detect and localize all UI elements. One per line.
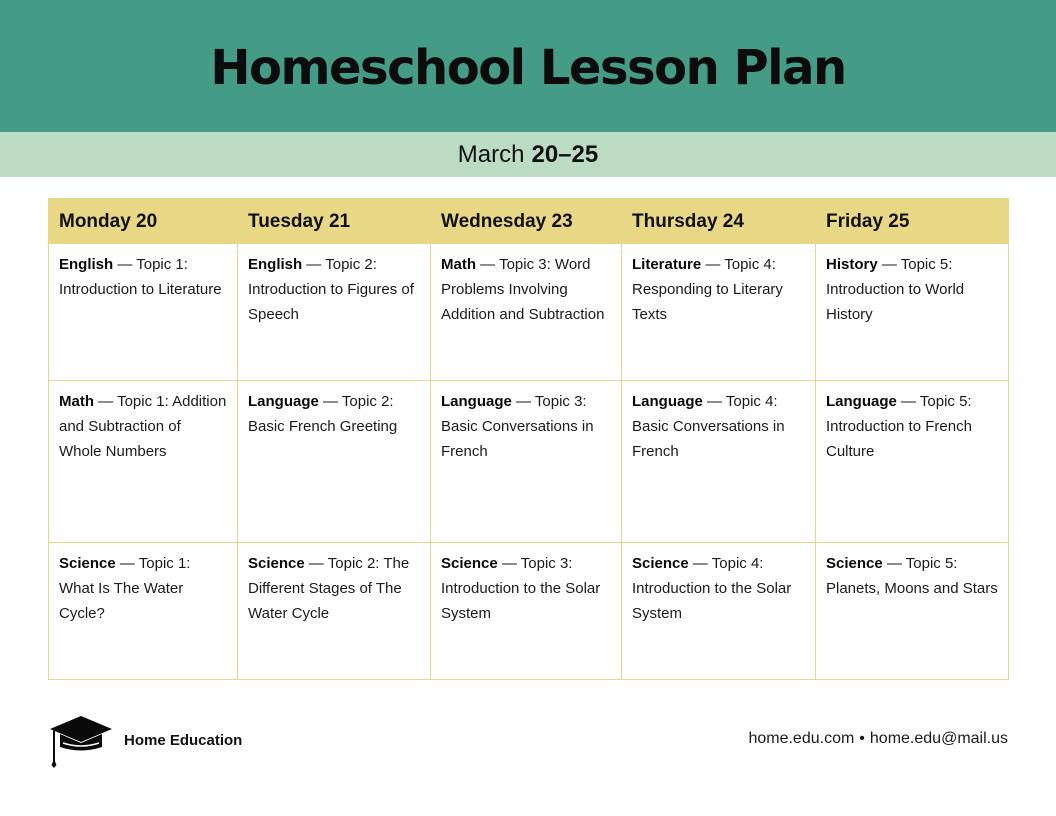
lesson-topic: — Topic 5: Introduction to French Culture bbox=[826, 393, 972, 460]
lesson-plan-table bbox=[48, 198, 1009, 680]
lesson-cell bbox=[49, 543, 238, 680]
lesson-subject: Science bbox=[441, 555, 498, 572]
lesson-subject: English bbox=[59, 256, 114, 273]
lesson-row bbox=[49, 244, 1008, 381]
lesson-topic: — Topic 1: Introduction to Literature bbox=[59, 256, 222, 298]
lesson-subject: Science bbox=[59, 555, 116, 572]
page-title: Homeschool Lesson Plan bbox=[210, 40, 846, 96]
lesson-cell bbox=[431, 543, 622, 680]
lesson-subject: Math bbox=[59, 393, 94, 410]
lesson-subject: Language bbox=[441, 393, 512, 410]
lesson-topic: — Topic 1: What Is The Water Cycle? bbox=[59, 555, 191, 622]
lesson-subject: Science bbox=[632, 555, 689, 572]
lesson-row bbox=[49, 543, 1008, 680]
lesson-topic: — Topic 2: The Different Stages of The Water Cycle bbox=[248, 555, 410, 622]
contact-separator: • bbox=[859, 730, 865, 747]
day-header-row bbox=[49, 199, 1008, 244]
lesson-cell bbox=[816, 381, 1008, 542]
lesson-subject: English bbox=[248, 256, 303, 273]
lesson-topic: — Topic 2: Basic French Greeting bbox=[248, 393, 398, 435]
day-header-friday: Friday 25 bbox=[826, 210, 910, 232]
lesson-cell bbox=[816, 244, 1008, 380]
lesson-cell bbox=[238, 244, 431, 380]
lesson-row bbox=[49, 381, 1008, 543]
lesson-cell bbox=[238, 543, 431, 680]
lesson-topic: — Topic 4: Basic Conversations in French bbox=[632, 393, 785, 460]
lesson-cell bbox=[431, 381, 622, 542]
lesson-subject: Science bbox=[248, 555, 305, 572]
lesson-cell bbox=[431, 244, 622, 380]
lesson-cell bbox=[49, 244, 238, 380]
day-header-thursday: Thursday 24 bbox=[632, 210, 744, 232]
date-range-bar bbox=[0, 132, 1056, 177]
day-header-monday: Monday 20 bbox=[59, 210, 158, 232]
lesson-topic: — Topic 4: Responding to Literary Texts bbox=[632, 256, 783, 323]
day-header-tuesday: Tuesday 21 bbox=[248, 210, 351, 232]
lesson-cell bbox=[622, 381, 816, 542]
footer-contact bbox=[748, 730, 1008, 748]
lesson-topic: — Topic 3: Introduction to the Solar System bbox=[441, 555, 601, 622]
lesson-subject: Language bbox=[632, 393, 703, 410]
lesson-topic: — Topic 5: Planets, Moons and Stars bbox=[826, 555, 998, 597]
lesson-topic: — Topic 2: Introduction to Figures of Speech bbox=[248, 256, 414, 323]
lesson-subject: Math bbox=[441, 256, 476, 273]
lesson-cell bbox=[816, 543, 1008, 680]
lesson-subject: Language bbox=[248, 393, 319, 410]
website-link[interactable]: home.edu.com bbox=[748, 730, 855, 747]
lesson-topic: — Topic 3: Basic Conversations in French bbox=[441, 393, 594, 460]
lesson-topic: — Topic 5: Introduction to World History bbox=[826, 256, 965, 323]
footer-brand bbox=[48, 714, 242, 770]
day-header-wednesday: Wednesday 23 bbox=[441, 210, 573, 232]
lesson-topic: — Topic 3: Word Problems Involving Addition and Subtraction bbox=[441, 256, 605, 323]
lesson-subject: Language bbox=[826, 393, 897, 410]
lesson-subject: Literature bbox=[632, 256, 702, 273]
lesson-topic: — Topic 1: Addition and Subtraction of Whole Numbers bbox=[59, 393, 227, 460]
graduation-cap-icon bbox=[48, 714, 114, 770]
lesson-subject: History bbox=[826, 256, 878, 273]
header-banner bbox=[0, 0, 1056, 132]
lesson-cell bbox=[238, 381, 431, 542]
date-range-days: 20–25 bbox=[531, 140, 599, 168]
date-range-month: March bbox=[457, 140, 525, 168]
lesson-cell bbox=[622, 244, 816, 380]
brand-name: Home Education bbox=[124, 731, 243, 749]
lesson-subject: Science bbox=[826, 555, 883, 572]
lesson-topic: — Topic 4: Introduction to the Solar System bbox=[632, 555, 792, 622]
lesson-cell bbox=[49, 381, 238, 542]
email-link[interactable]: home.edu@mail.us bbox=[869, 730, 1008, 747]
lesson-cell bbox=[622, 543, 816, 680]
